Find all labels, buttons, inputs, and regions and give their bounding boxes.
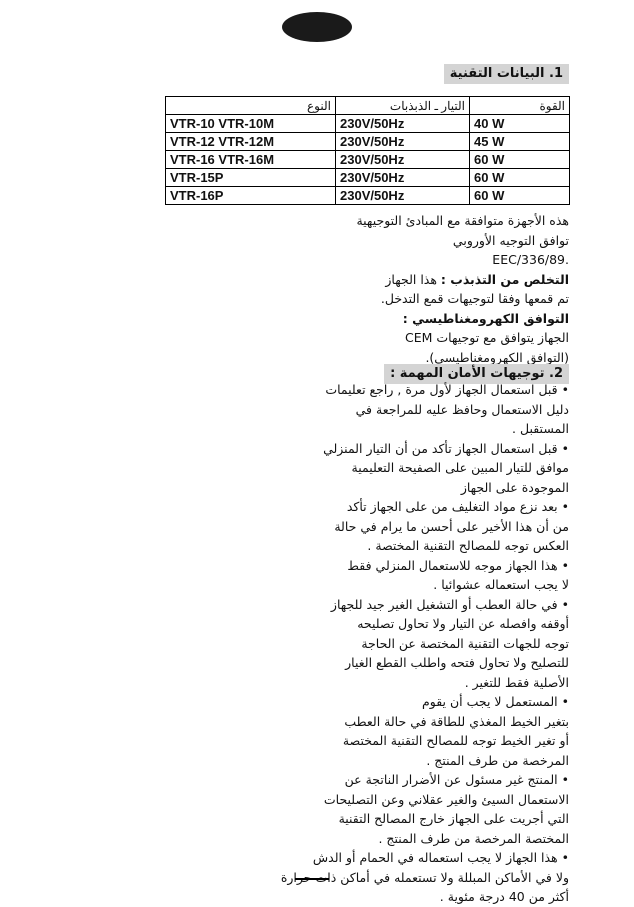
cell-power: 60 W: [470, 151, 570, 169]
safety-line: المرخصة من طرف المنتج .: [426, 752, 569, 768]
cell-power: 40 W: [470, 115, 570, 133]
safety-line: أكثر من 40 درجة مئوية .: [439, 889, 569, 904]
cell-type: VTR-16P: [166, 187, 336, 205]
safety-line: دليل الاستعمال وحافظ عليه للمراجعة في: [355, 401, 569, 417]
safety-line: توجه للجهات التقنية المختصة عن الحاجة: [361, 635, 569, 651]
safety-line: المستقبل .: [512, 421, 569, 436]
vibration-line: تم قمعها وفقا لتوجيهات قمع التدخل.: [380, 291, 569, 306]
safety-line: المختصة المرخصة من طرف المنتج .: [378, 830, 569, 846]
directive-reference: .EEC/336/89: [492, 252, 569, 267]
header-power: القوة: [470, 97, 570, 115]
table-row: [166, 115, 570, 133]
table-row: [166, 187, 570, 205]
header-type: النوع: [166, 97, 336, 115]
section-heading-safety: 2. توجيهات الأمان المهمة :: [384, 364, 569, 384]
safety-line: موافق للتيار المبين على الصفيحة التعليمية: [351, 460, 569, 475]
safety-line: بتغير الخيط المغذي للطاقة في حالة العطب: [344, 713, 569, 729]
safety-line: • هذا الجهاز لا يجب استعماله في الحمام أو الدش: [312, 850, 569, 865]
safety-line: أو تغير الخيط توجه للمصالح التقنية المختصة: [342, 733, 569, 748]
safety-line: • قبل استعمال الجهاز لأول مرة , راجع تعليمات: [325, 382, 569, 397]
safety-line: • بعد نزع مواد التغليف من على الجهاز تأكد: [346, 499, 569, 514]
emc-line: الجهاز يتوافق مع توجيهات CEM: [405, 330, 569, 345]
table-row: [166, 133, 570, 151]
vibration-heading: التخلص من التذبذب :: [440, 271, 569, 287]
cell-type: VTR-10 VTR-10M: [166, 115, 336, 133]
table-header-row: [166, 97, 570, 115]
cell-voltage: 230V/50Hz: [336, 151, 470, 169]
safety-line: من أن هذا الأخير على أحسن ما يرام في حالة: [334, 518, 569, 534]
directives-block: [239, 211, 569, 367]
safety-instructions: [239, 380, 569, 907]
cell-voltage: 230V/50Hz: [336, 115, 470, 133]
safety-line: أوقفه وافصله عن التيار ولا تحاول تصليحه: [357, 616, 569, 631]
table-row: [166, 169, 570, 187]
safety-line: الاستعمال السيئ والغير عقلاني وعن التصليحات: [323, 791, 569, 807]
safety-line: • المستعمل لا يجب أن يقوم: [422, 694, 569, 709]
cell-voltage: 230V/50Hz: [336, 133, 470, 151]
page-marker-oval: [282, 12, 352, 42]
cell-type: VTR-15P: [166, 169, 336, 187]
table-row: [166, 151, 570, 169]
emc-heading: التوافق الكهرومغناطيسي :: [402, 310, 569, 326]
cell-type: VTR-12 VTR-12M: [166, 133, 336, 151]
safety-line: ولا في الأماكن المبللة ولا تستعمله في أماكن ذات حرارة: [280, 869, 569, 885]
safety-line: للتصليح ولا تحاول فتحه واطلب القطع الغيار: [345, 655, 569, 670]
safety-line: الأصلية فقط للتغير .: [464, 674, 569, 690]
safety-line: لا يجب استعماله عشوائيا .: [433, 577, 569, 592]
safety-line: • المنتج غير مسئول عن الأضرار الناتجة عن: [344, 772, 569, 787]
safety-line: التي أجريت على الجهاز خارج المصالح التقنية: [338, 811, 569, 826]
spec-table: [165, 96, 570, 205]
vibration-text: هذا الجهاز: [385, 271, 441, 287]
safety-line: الموجودة على الجهاز: [460, 479, 569, 495]
directive-line: هذه الأجهزة متوافقة مع المبادئ التوجيهية: [356, 213, 569, 228]
cell-power: 60 W: [470, 169, 570, 187]
cell-type: VTR-16 VTR-16M: [166, 151, 336, 169]
header-voltage: التيار ـ الذبذبات: [336, 97, 470, 115]
safety-line: العكس توجه للمصالح التقنية المختصة .: [367, 538, 569, 553]
page-footer-rule: [295, 878, 329, 880]
safety-line: • قبل استعمال الجهاز تأكد من أن التيار المنزلي: [323, 440, 569, 456]
vibration-statement: [239, 270, 569, 290]
safety-line: • هذا الجهاز موجه للاستعمال المنزلي فقط: [347, 557, 569, 573]
cell-voltage: 230V/50Hz: [336, 169, 470, 187]
section-heading-technical-data: 1. البيانات التقنية: [444, 64, 569, 84]
cell-power: 60 W: [470, 187, 570, 205]
emc-line: (التوافق الكهرومغناطيسي).: [425, 349, 569, 365]
safety-line: • في حالة العطب أو التشغيل الغير جيد للجهاز: [330, 596, 569, 612]
directive-line: توافق التوجيه الأوروبي: [452, 232, 569, 248]
cell-voltage: 230V/50Hz: [336, 187, 470, 205]
cell-power: 45 W: [470, 133, 570, 151]
